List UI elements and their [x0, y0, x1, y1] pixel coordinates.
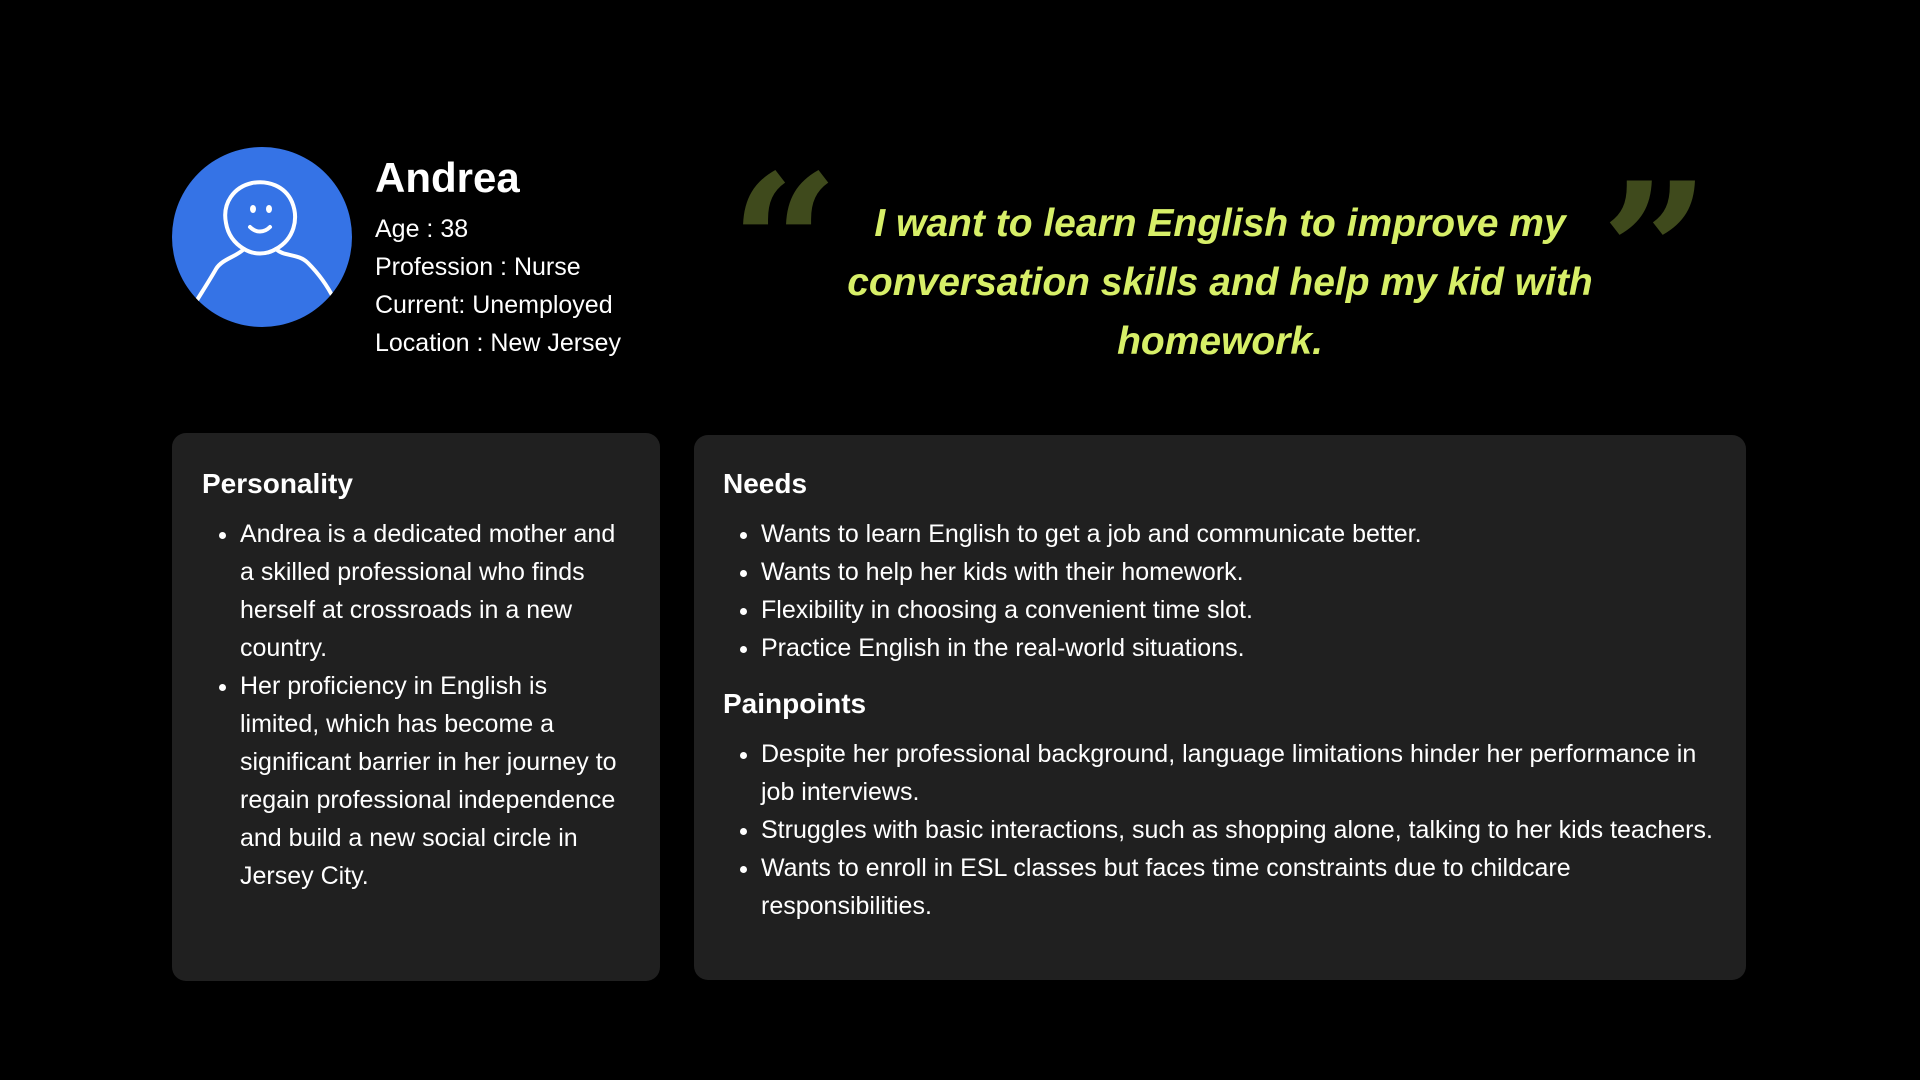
list-item: • Wants to enroll in ESL classes but faces time constraints due to childcare responsibilities. [761, 849, 1718, 925]
painpoints-title: Painpoints [723, 688, 867, 719]
persona-quote [730, 133, 1710, 380]
list-item: • Andrea is a dedicated mother and a skilled professional who finds herself at crossroads in a new country. [240, 515, 630, 667]
personality-title: Personality [202, 468, 353, 499]
list-item: • Her proficiency in English is limited, which has become a significant barrier in her journey to regain professional independence and build a new social circle in Jersey City. [240, 667, 630, 895]
persona-location: Location : New Jersey [375, 329, 621, 357]
persona-details [375, 150, 695, 362]
persona-profession: Profession : Nurse [375, 253, 581, 281]
list-item: • Practice English in the real-world situations. [761, 629, 1718, 667]
personality-list [202, 515, 630, 895]
list-item: • Despite her professional background, language limitations hinder her performance in job interviews. [761, 735, 1718, 811]
persona-name: Andrea [375, 154, 520, 201]
list-item: • Wants to learn English to get a job and communicate better. [761, 515, 1718, 553]
close-quote-icon: ” [1600, 141, 1710, 364]
list-item: • Struggles with basic interactions, such as shopping alone, talking to her kids teachers. [761, 811, 1718, 849]
person-icon [172, 147, 352, 327]
list-item: • Flexibility in choosing a convenient time slot. [761, 591, 1718, 629]
needs-list [723, 515, 1718, 667]
persona-age: Age : 38 [375, 215, 469, 243]
avatar [172, 147, 352, 327]
open-quote-icon: “ [730, 133, 840, 356]
list-item: • Wants to help her kids with their homework. [761, 553, 1718, 591]
needs-title: Needs [723, 468, 808, 499]
personality-card [172, 433, 660, 981]
needs-painpoints-card [694, 435, 1746, 980]
persona-current: Current: Unemployed [375, 291, 613, 319]
quote-text: I want to learn English to improve my conversation skills and help my kid with homework. [847, 202, 1593, 363]
painpoints-list [723, 735, 1718, 925]
